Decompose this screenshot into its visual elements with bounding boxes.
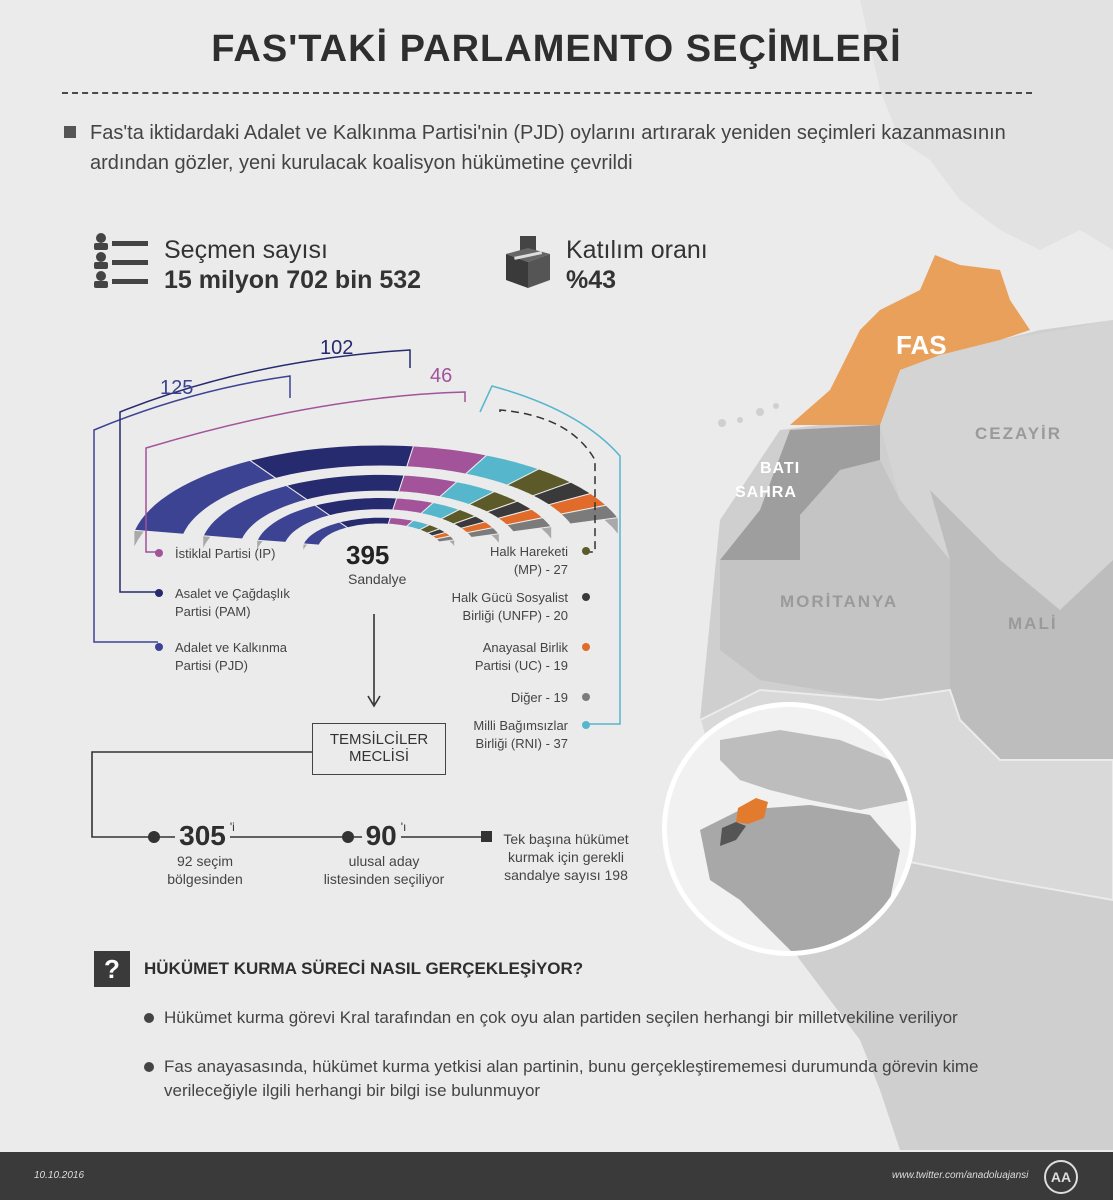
flow-b-line2: listesinden seçiliyor <box>323 871 445 887</box>
aa-logo-icon: AA <box>1044 1160 1078 1194</box>
footer-twitter-link[interactable]: www.twitter.com/anadoluajansi <box>892 1170 1029 1181</box>
turnout-value: %43 <box>566 266 617 294</box>
map-label-fas: FAS <box>896 330 947 360</box>
seat-segment-1-2 <box>250 445 414 478</box>
legend-item: Halk Hareketi (MP) - 27 <box>420 543 590 579</box>
question-heading: HÜKÜMET KURMA SÜRECİ NASIL GERÇEKLEŞİYOR? <box>144 959 584 978</box>
flow-b-suffix: 'ı <box>400 820 407 834</box>
page-title: FAS'TAKİ PARLAMENTO SEÇİMLERİ <box>211 28 902 70</box>
turnout-label: Katılım oranı <box>566 236 708 264</box>
ballot-box-icon <box>502 234 554 290</box>
question-bullet-1 <box>144 1013 154 1023</box>
assembly-line2: MECLİSİ <box>348 748 409 765</box>
seat-segment-4-2 <box>339 517 390 528</box>
map-label-moritanya: MORİTANYA <box>780 592 899 611</box>
map-label-sahra: SAHRA <box>735 484 797 501</box>
intro-bullet <box>64 126 76 138</box>
flow-a-line2: bölgesinden <box>167 871 243 887</box>
total-seats-label: Sandalye <box>348 571 407 587</box>
flow-a-number: 305 <box>175 820 230 851</box>
assembly-line1: TEMSİLCİLER <box>329 731 429 748</box>
title-divider <box>62 92 1032 94</box>
map-label-mali: MALİ <box>1008 614 1058 633</box>
flow-a-line1: 92 seçim <box>176 853 234 869</box>
total-seats: 395 <box>346 540 390 570</box>
legend-dot <box>155 589 163 597</box>
flow-c-line2: kurmak için gerekli <box>508 849 624 865</box>
map-label-bati: BATI <box>760 460 801 477</box>
map-label-cezayir: CEZAYİR <box>975 424 1063 443</box>
assembly-box <box>312 723 446 775</box>
seat-segment-2-2 <box>286 474 404 499</box>
callout-46: 46 <box>430 365 453 387</box>
question-text-1: Hükümet kurma görevi Kral tarafından en çok oyu alan partiden seçilen herhangi bir milletvekiline veriliyor <box>164 1008 958 1027</box>
voters-value: 15 milyon 702 bin 532 <box>164 266 422 294</box>
legend-item: Diğer - 19 <box>420 689 590 707</box>
flow-b-number: 90 <box>362 820 401 851</box>
legend-dot <box>155 549 163 557</box>
globe-inset <box>660 700 918 958</box>
callout-102: 102 <box>320 337 354 359</box>
seat-segment-4-1 <box>303 522 347 545</box>
flow-b <box>314 820 454 888</box>
flow-c-line3: sandalye sayısı 198 <box>504 867 628 883</box>
legend-item: Milli Bağımsızlar Birliği (RNI) - 37 <box>420 717 590 753</box>
intro-text: Fas'ta iktidardaki Adalet ve Kalkınma Partisi'nin (PJD) oylarını artırarak yeniden seçimleri kazanmasının ardından gözler, yeni kurulacak koalisyon hükümetine çevrildi <box>90 122 1006 174</box>
legend-item: Anayasal Birlik Partisi (UC) - 19 <box>420 639 590 675</box>
seat-segment-3-2 <box>315 498 397 516</box>
flow-a-suffix: 'i <box>229 820 235 834</box>
callout-125: 125 <box>160 377 194 399</box>
footer-date: 10.10.2016 <box>34 1170 85 1181</box>
question-text-2: Fas anayasasında, hükümet kurma yetkisi alan partinin, bunu gerçekleştirememesi durumunda görevin kime verileceğiyle ilgili herhangi bir bilgi ise bulunmuyor <box>164 1057 979 1100</box>
flow-c <box>496 830 636 884</box>
flow-c-line1: Tek başına hükümet <box>503 831 629 847</box>
flow-b-line1: ulusal aday <box>348 853 420 869</box>
legend-dot <box>582 547 590 555</box>
voters-icon <box>92 232 150 290</box>
question-icon: ? <box>94 951 130 987</box>
legend-item: Halk Gücü Sosyalist Birliği (UNFP) - 20 <box>420 589 590 625</box>
voters-label: Seçmen sayısı <box>164 236 328 264</box>
question-bullet-2 <box>144 1062 154 1072</box>
flow-a <box>150 820 260 888</box>
